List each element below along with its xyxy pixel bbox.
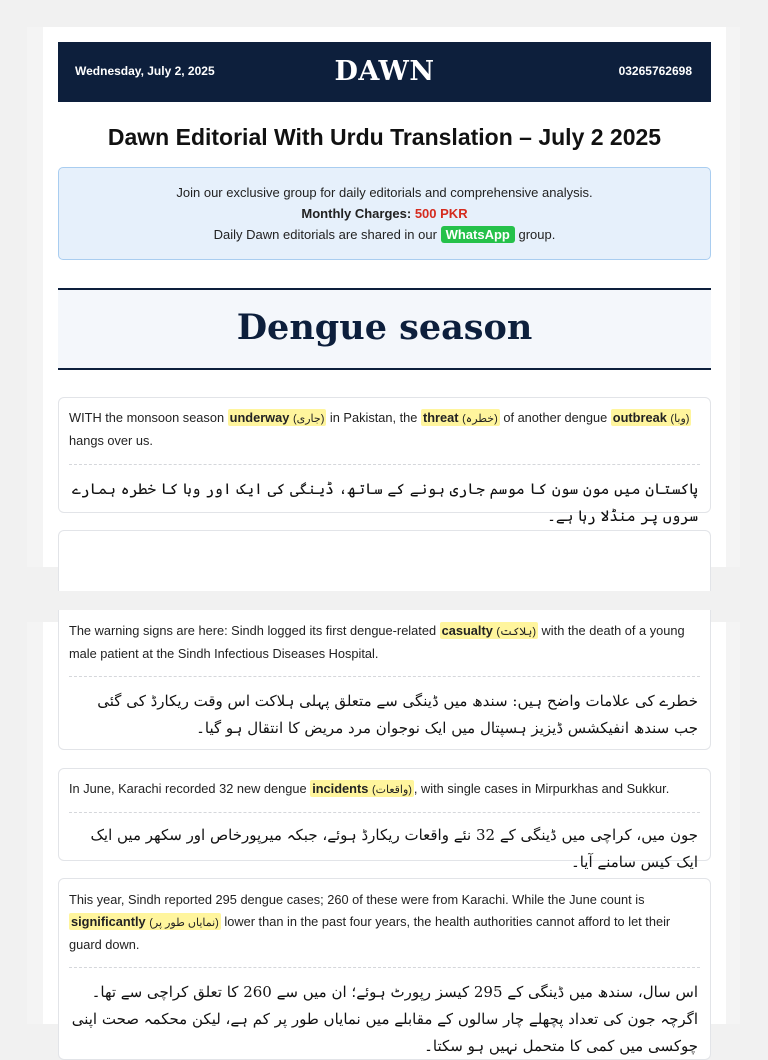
- vocab-highlight: [310, 780, 414, 797]
- whatsapp-line-suffix: group.: [518, 227, 556, 242]
- vocab-highlight: [69, 913, 221, 930]
- divider: [69, 967, 700, 968]
- paragraph-card: [58, 397, 711, 525]
- paragraph-card: [58, 610, 711, 750]
- text-segment: WITH the monsoon season: [69, 410, 228, 425]
- promo-line: Join our exclusive group for daily editorials and comprehensive analysis.: [176, 185, 593, 200]
- vocab-highlight: [611, 409, 692, 426]
- vocab-word: outbreak: [612, 410, 667, 425]
- paragraph-card: [58, 530, 711, 591]
- vocab-gloss: (واقعات): [371, 784, 412, 796]
- masthead-phone: 03265762698: [618, 64, 692, 78]
- urdu-translation: اس سال، سندھ میں ڈینگی کے 295 کیسز رپورٹ ہوئے؛ ان میں سے 260 کا تعلق کراچی سے تھا۔ اگرچہ جون کی تعداد پچھلے چار سالوں کے مقابلے میں نمایاں طور پر کم ہے، لیکن محکمہ صحت اپنی چوکسی میں کمی کا متحمل نہیں ہو سکتا۔: [71, 983, 698, 1055]
- whatsapp-badge[interactable]: WhatsApp: [441, 226, 515, 243]
- text-segment: The warning signs are here: Sindh logged its first dengue-related: [69, 623, 440, 638]
- text-segment: lower than in the past four years, the health authorities cannot afford to let their guard down.: [69, 914, 671, 952]
- headline-band: [58, 288, 711, 370]
- english-text: [69, 407, 698, 452]
- vocab-word: casualty: [441, 623, 493, 638]
- dawn-logo[interactable]: DAWN: [334, 56, 435, 87]
- vocab-word: incidents: [312, 781, 369, 796]
- vocab-highlight: [228, 409, 327, 426]
- vocab-highlight: [440, 622, 538, 639]
- english-text: [69, 889, 698, 956]
- monthly-charges: [59, 206, 710, 221]
- text-segment: This year, Sindh reported 295 dengue cases; 260 of these were from Karachi. While the June count is: [69, 892, 645, 907]
- page-bottom: [27, 622, 740, 1055]
- editorial-headline: Dengue season: [236, 307, 533, 348]
- urdu-translation: خطرے کی علامات واضح ہیں: سندھ میں ڈینگی سے متعلق پہلی ہلاکت اس وقت ریکارڈ کی گئی جب سندھ انفیکشس ڈیزیز ہسپتال میں ایک نوجوان مرد مریض کا انتقال ہو گیا۔: [97, 692, 698, 737]
- paragraph-card: [58, 878, 711, 1060]
- vocab-gloss: (ہلاکت): [496, 626, 536, 638]
- english-text: [69, 778, 698, 801]
- english-text: [69, 620, 698, 665]
- document-title: Dawn Editorial With Urdu Translation – July 2 2025: [107, 124, 662, 150]
- text-segment: with the death of a young male patient at the Sindh Infectious Diseases Hospital.: [69, 623, 685, 661]
- urdu-translation: جون میں، کراچی میں ڈینگی کے 32 نئے واقعات ریکارڈ ہوئے، جبکہ میرپورخاص اور سکھر میں ایک ایک کیس سامنے آیا۔: [90, 826, 698, 871]
- text-segment: of another dengue: [499, 410, 611, 425]
- text-segment: , with single cases in Mirpurkhas and Sukkur.: [413, 781, 670, 796]
- charges-price: 500 PKR: [414, 206, 468, 221]
- divider: [69, 676, 700, 677]
- text-segment: in Pakistan, the: [326, 410, 421, 425]
- masthead: [58, 42, 711, 102]
- vocab-gloss: (خطرہ): [462, 413, 498, 425]
- vocab-gloss: (وبا): [670, 413, 690, 425]
- whatsapp-line-text: Daily Dawn editorials are shared in our: [213, 227, 437, 242]
- page-top: [27, 27, 740, 567]
- text-segment: hangs over us.: [69, 433, 153, 448]
- masthead-date: Wednesday, July 2, 2025: [75, 64, 215, 78]
- divider: [69, 464, 700, 465]
- vocab-gloss: (نمایاں طور پر): [149, 917, 219, 929]
- promo-box: [58, 167, 711, 260]
- text-segment: In June, Karachi recorded 32 new dengue: [69, 781, 311, 796]
- whatsapp-line: [59, 226, 710, 243]
- vocab-highlight: [421, 409, 500, 426]
- urdu-translation: پاکستان میں مون سون کا موسم جاری ہونے کے ساتھ، ڈینگی کی ایک اور وبا کا خطرہ ہمارے سروں پر منڈلا رہا ہے۔: [72, 480, 698, 525]
- vocab-word: threat: [422, 410, 459, 425]
- vocab-word: significantly: [71, 914, 146, 929]
- paragraph-card: [58, 768, 711, 871]
- vocab-gloss: (جاری): [292, 413, 325, 425]
- divider: [69, 812, 700, 813]
- vocab-word: underway: [229, 410, 290, 425]
- charges-label: Monthly Charges:: [301, 206, 412, 221]
